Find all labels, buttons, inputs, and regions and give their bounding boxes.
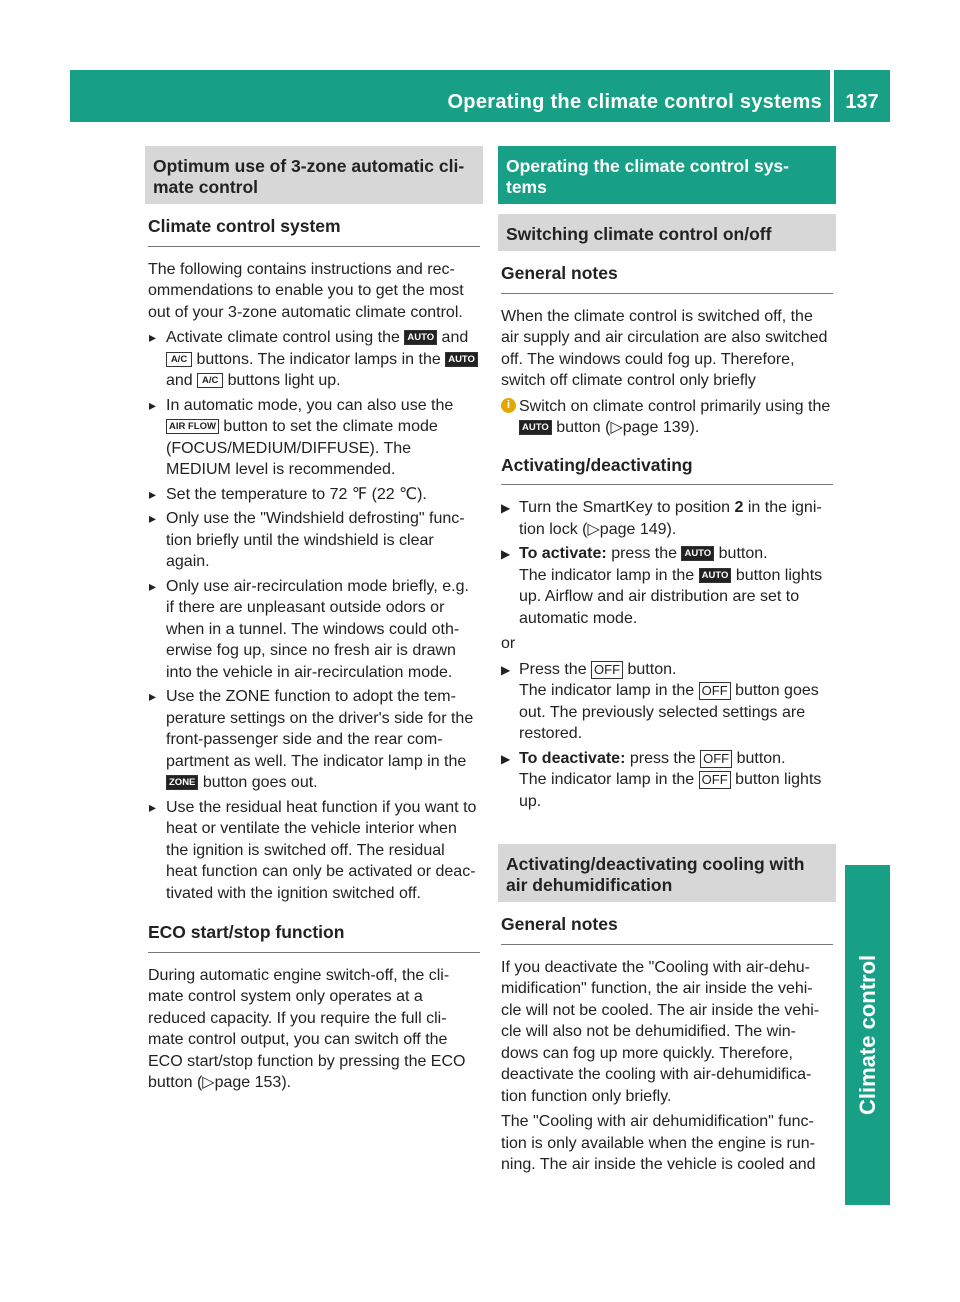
page-reference-link[interactable]: (▷ page 153 ) [197,1074,287,1091]
spacer [501,204,833,214]
subheading-general-notes: General notes [501,902,833,945]
ac-button-symbol: A/C [166,352,192,367]
page-header-title: Operating the climate control systems [447,91,822,113]
info-icon: i [501,398,516,413]
auto-button-symbol: AUTO [699,568,732,583]
off-button-symbol: OFF [700,750,732,768]
section-title: Operating the climate control sys-tems [498,146,836,204]
zone-button-symbol: ZONE [166,775,198,790]
steps-list [501,497,833,629]
auto-button-symbol: AUTO [404,330,437,345]
cooling-paragraph-1: If you deactivate the "Cooling with air-dehu-midification" function, the air inside the vehi-cle will not be cooled. The air inside the vehi-cle will also not be dehumidified. The win-dows can fog up more quickly. Therefore, deactivate the cooling with air-dehumidifica-tion function only briefly. [501,958,820,1105]
chapter-tab-label: Climate control [855,954,880,1116]
list-item: ▸ Set the temperature to 72 ℉ (22 ℃). [148,484,480,506]
auto-button-symbol: AUTO [519,420,552,435]
page-reference-link[interactable]: (▷ page 139 ) [605,419,695,436]
info-note: i Switch on climate control primarily using the AUTO button (▷ page 139 ) . [501,396,833,439]
tips-list [148,327,480,904]
intro-paragraph: The following contains instructions and rec-ommendations to enable you to get the most out of your 3-zone automatic climate control. [148,260,464,321]
subheading-activating-deactivating: Activating/deactivating [501,443,833,486]
list-item: ▸ In automatic mode, you can also use the AIR FLOW button to set the climate mode (FOCUS/MEDIUM/DIFFUSE). The MEDIUM level is recommended. [148,395,480,481]
subheading-general-notes: General notes [501,251,833,294]
subsection-box-title: Activating/deactivating cooling with air dehumidification [498,844,836,902]
notes-paragraph: When the climate control is switched off, the air supply and air circulation are also switched off. The windows could fog up. Therefore, switch off climate control only briefly [501,307,828,389]
ac-button-symbol: A/C [197,373,223,388]
list-item: ▸ Use the residual heat function if you want to heat or ventilate the vehicle interior when the ignition is switched off. The residual heat function can only be activated or deac-tivated with the ignition switched off. [148,797,480,905]
cooling-paragraph-2: The "Cooling with air dehumidification" func-tion is only available when the engine is run-ning. The air inside the vehicle is cooled and [501,1113,816,1173]
auto-button-symbol: AUTO [445,352,478,367]
off-button-symbol: OFF [699,771,731,789]
off-button-symbol: OFF [699,682,731,700]
list-item: ▶ Turn the SmartKey to position 2 in the igni-tion lock (▷ page 149 ) . [501,497,833,540]
list-item: ▶ To activate: press the AUTO button. The indicator lamp in the AUTO button lights up. Airflow and air distribution are set to automatic mode. [501,545,823,627]
subheading-eco-start-stop: ECO start/stop function [148,910,480,953]
arrow-icon: ▶ [501,662,511,677]
list-item: ▶ Press the OFF button. The indicator lamp in the OFF button goes out. The previously selected settings are restored. [501,660,819,742]
list-item: ▸ Activate climate control using the AUTO and A/C buttons. The indicator lamps in the AUTO and A/C buttons light up. [148,327,480,392]
subsection-box-title: Switching climate control on/off [498,214,836,251]
list-item: ▸ Only use air-recirculation mode briefly, e.g. if there are unpleasant outside odors or when in a tunnel. The windows could oth-erwise fog up, since no fresh air is drawn into the vehicle in air-recirculation mode. [148,576,480,684]
section-box-title: Optimum use of 3-zone automatic cli-mate control [145,146,483,204]
left-column [148,146,480,1098]
auto-button-symbol: AUTO [681,546,714,561]
subheading-climate-control-system: Climate control system [148,204,480,247]
off-button-symbol: OFF [591,661,623,679]
arrow-icon: ▶ [501,547,511,561]
spacer [501,816,833,844]
or-text: or [501,635,516,652]
page-number: 137 [834,70,890,122]
arrow-icon: ▶ [501,501,511,515]
right-column [501,146,833,1180]
list-item: ▸ Use the ZONE function to adopt the tem-perature settings on the driver's side for the front-passenger side and the rear com-partment as well. The indicator lamp in the ZONE button goes out. [148,686,480,794]
page-reference-link[interactable]: (▷ page 149 ) [582,521,672,538]
steps-list [501,659,833,813]
airflow-button-symbol: AIR FLOW [166,419,219,434]
list-item: ▸ Only use the "Windshield defrosting" func-tion briefly until the windshield is clear again. [148,508,480,573]
arrow-icon: ▶ [501,751,511,766]
eco-paragraph: During automatic engine switch-off, the cli-mate control system only operates at a reduced capacity. If you require the full cli-mate control output, you can switch off the ECO start/stop function by pressing the ECO button (▷ page 153 ) . [148,965,480,1094]
list-item: ▶ To deactivate: press the OFF button. The indicator lamp in the OFF button lights up. [501,749,822,810]
